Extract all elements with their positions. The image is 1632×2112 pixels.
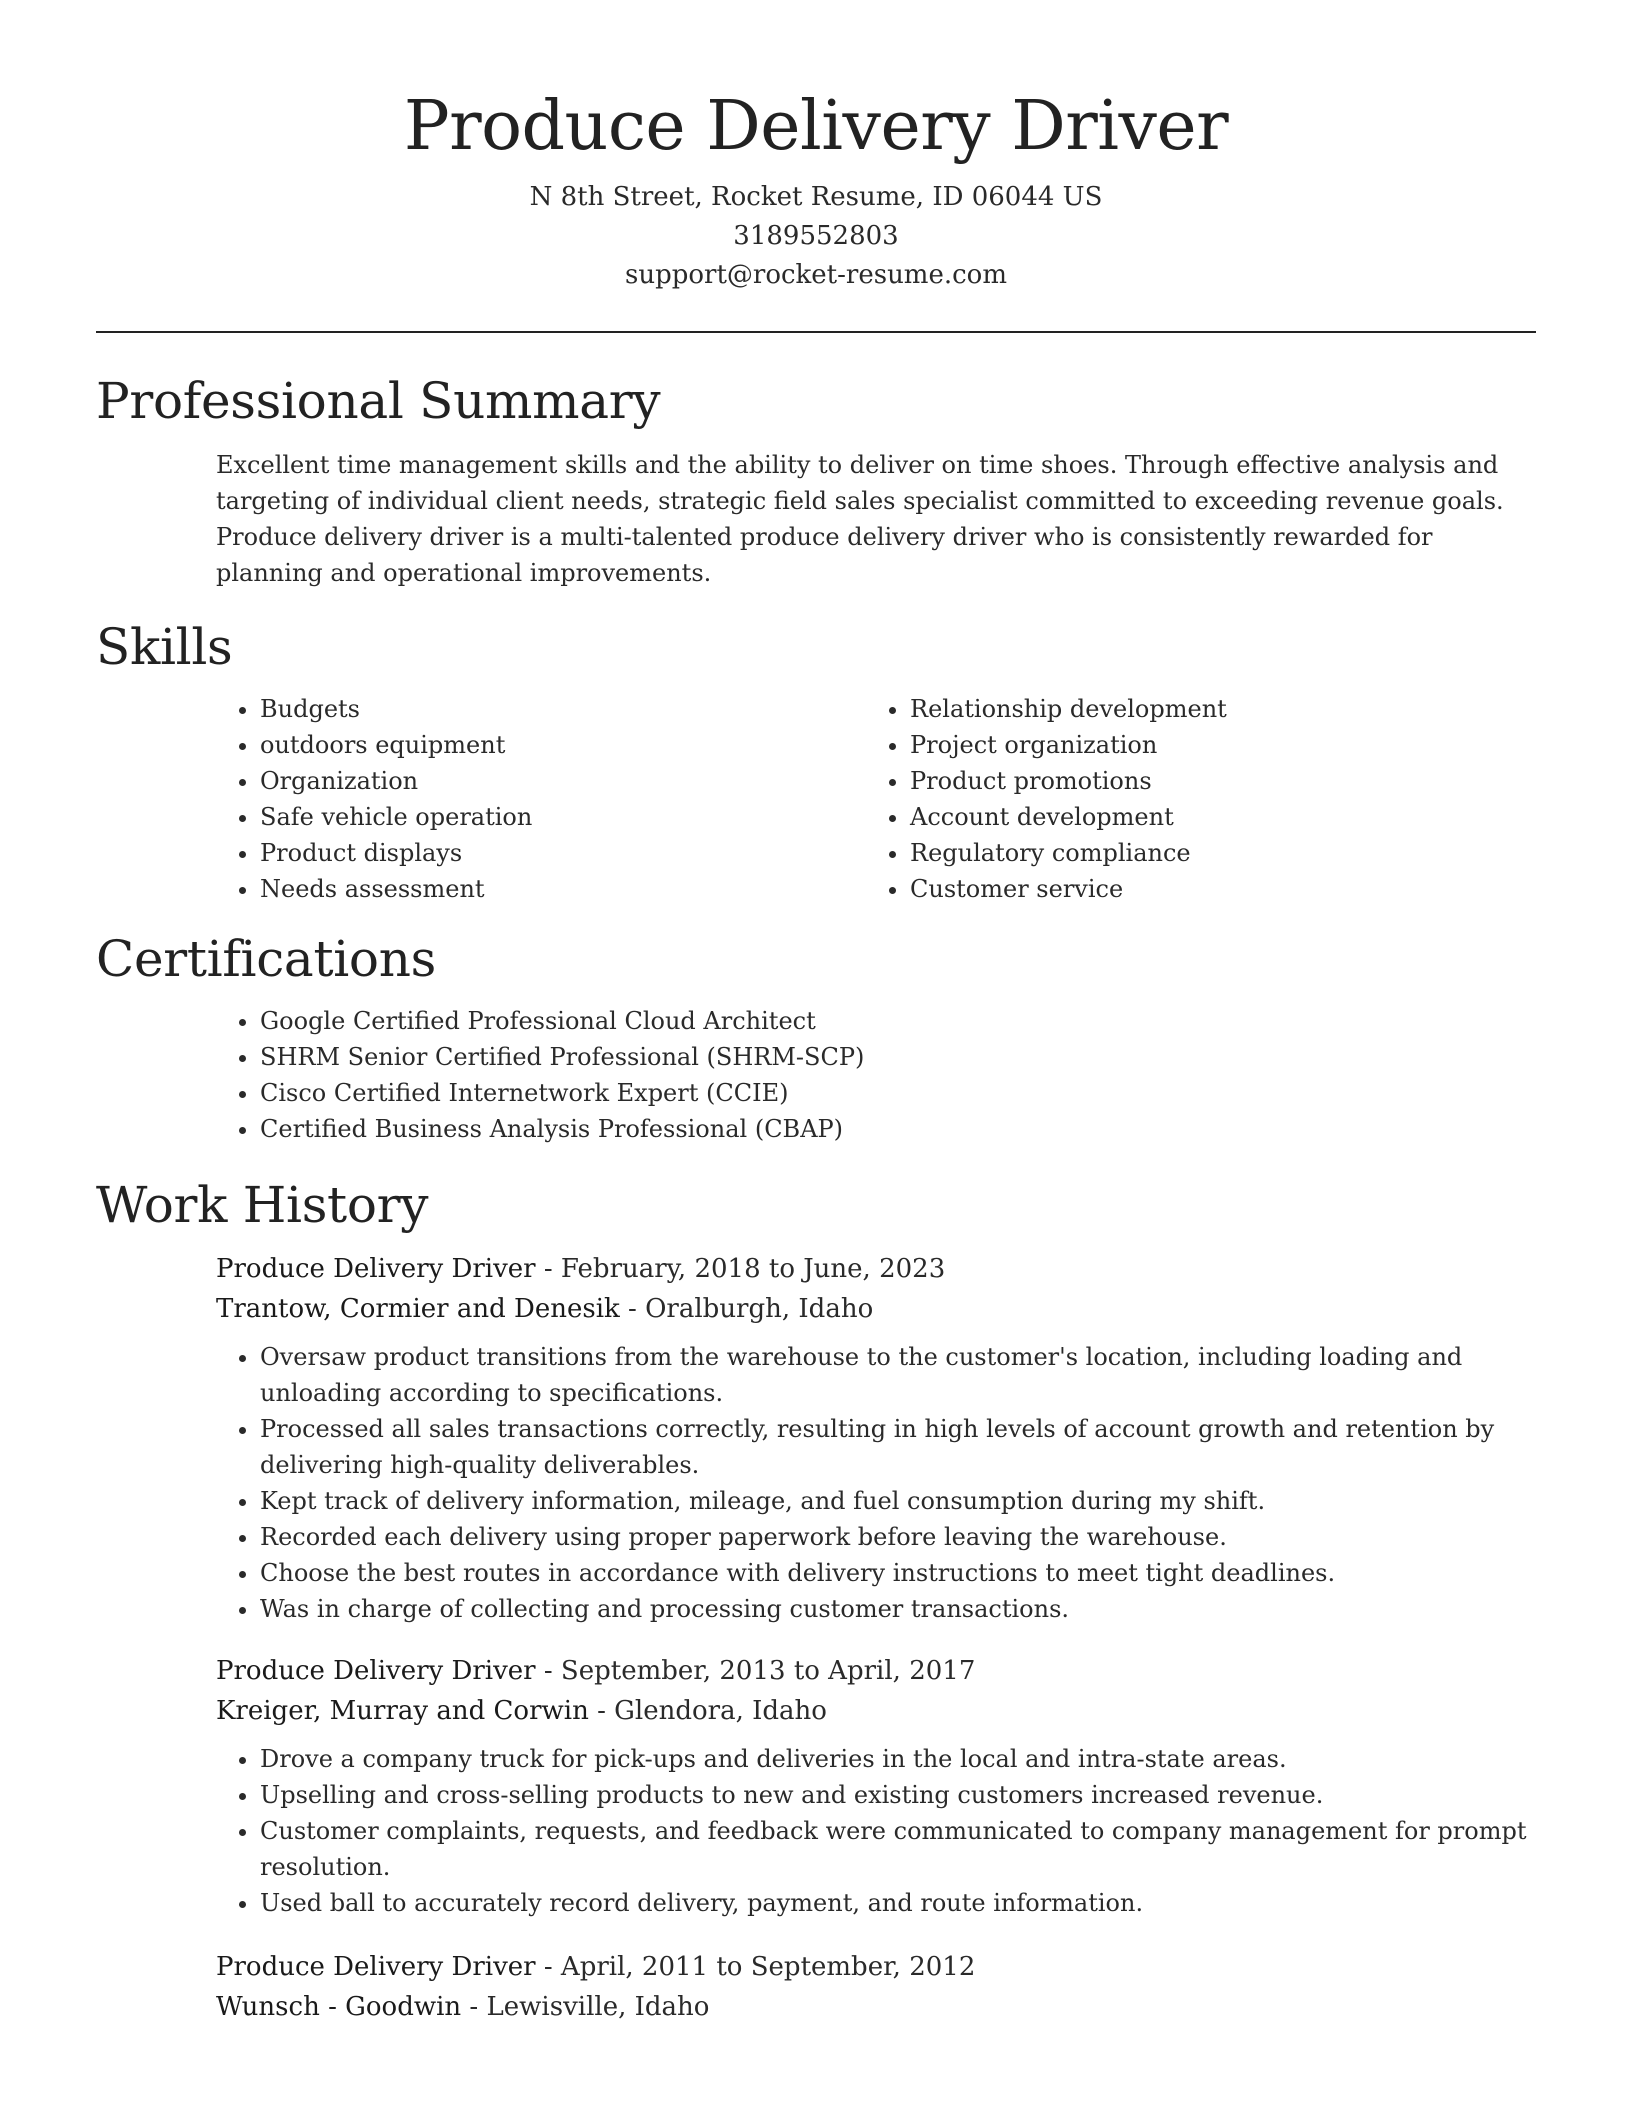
candidate-name: Produce Delivery Driver: [403, 87, 1229, 166]
job-role: Produce Delivery Driver: [216, 1952, 536, 1982]
job-role: Produce Delivery Driver: [216, 1656, 536, 1686]
skill-item: • Budgets: [260, 691, 866, 727]
job-entry: [216, 1947, 1536, 2027]
job-bullet: • Was in charge of collecting and processing customer transactions.: [260, 1591, 1536, 1627]
job-role-line: [216, 1947, 1536, 1987]
job-bullet: • Recorded each delivery using proper paperwork before leaving the warehouse.: [260, 1519, 1536, 1555]
job-bullet: • Processed all sales transactions correctly, resulting in high levels of account growth and retention by delivering high-quality deliverables.: [260, 1411, 1536, 1483]
job-dates: September, 2013 to April, 2017: [560, 1656, 976, 1686]
separator: -: [535, 1656, 561, 1686]
skill-item: • Needs assessment: [260, 871, 866, 907]
separator: -: [535, 1254, 561, 1284]
job-bullet: • Customer complaints, requests, and feedback were communicated to company management for prompt resolution.: [260, 1813, 1536, 1885]
skills-column-left: [216, 691, 866, 907]
contact-phone: 3189552803: [733, 221, 899, 251]
job-entry: [216, 1651, 1536, 1921]
job-company-line: [216, 1289, 1536, 1329]
certifications-list: [216, 1003, 1536, 1147]
job-bullet: • Drove a company truck for pick-ups and deliveries in the local and intra-state areas.: [260, 1741, 1536, 1777]
contact-email: support@rocket-resume.com: [624, 260, 1007, 290]
certification-item: • Cisco Certified Internetwork Expert (CCIE): [260, 1075, 1536, 1111]
job-bullets: [216, 1741, 1536, 1921]
skill-item: • Customer service: [910, 871, 1516, 907]
job-company: Kreiger, Murray and Corwin: [216, 1696, 589, 1726]
certification-item: • Google Certified Professional Cloud Architect: [260, 1003, 1536, 1039]
certification-item: • SHRM Senior Certified Professional (SHRM-SCP): [260, 1039, 1536, 1075]
header-divider: [96, 331, 1536, 333]
job-role-line: [216, 1249, 1536, 1289]
job-dates: April, 2011 to September, 2012: [560, 1952, 976, 1982]
job-entry: [216, 1249, 1536, 1627]
section-title-skills: Skills: [96, 618, 233, 676]
job-location: Glendora, Idaho: [614, 1696, 827, 1726]
job-bullet: • Oversaw product transitions from the warehouse to the customer's location, including loading and unloading according to specifications.: [260, 1339, 1536, 1411]
skill-item: • outdoors equipment: [260, 727, 866, 763]
section-title-certifications: Certifications: [96, 930, 436, 988]
skill-item: • Product displays: [260, 835, 866, 871]
job-company-line: [216, 1987, 1536, 2027]
skills-column-right: [866, 691, 1516, 907]
job-bullet: • Used ball to accurately record delivery, payment, and route information.: [260, 1885, 1536, 1921]
skills-list: [216, 691, 1536, 907]
job-dates: February, 2018 to June, 2023: [560, 1254, 946, 1284]
job-company: Wunsch - Goodwin: [216, 1992, 462, 2022]
skill-item: • Safe vehicle operation: [260, 799, 866, 835]
skill-item: • Organization: [260, 763, 866, 799]
skill-item: • Project organization: [910, 727, 1516, 763]
job-bullets: [216, 1339, 1536, 1627]
separator: -: [461, 1992, 487, 2022]
section-title-work-history: Work History: [96, 1176, 429, 1234]
job-bullet: • Upselling and cross-selling products to new and existing customers increased revenue.: [260, 1777, 1536, 1813]
job-role-line: [216, 1651, 1536, 1691]
section-title-summary: Professional Summary: [96, 372, 661, 430]
separator: -: [619, 1294, 646, 1324]
resume-page: [96, 0, 1536, 2027]
skill-item: • Product promotions: [910, 763, 1516, 799]
certification-item: • Certified Business Analysis Professional (CBAP): [260, 1111, 1536, 1147]
job-role: Produce Delivery Driver: [216, 1254, 536, 1284]
contact-info: [96, 178, 1536, 295]
job-company: Trantow, Cormier and Denesik: [216, 1294, 620, 1324]
job-location: Lewisville, Idaho: [486, 1992, 710, 2022]
separator: -: [588, 1696, 615, 1726]
job-location: Oralburgh, Idaho: [645, 1294, 874, 1324]
skill-item: • Relationship development: [910, 691, 1516, 727]
contact-address: N 8th Street, Rocket Resume, ID 06044 US: [529, 182, 1103, 212]
summary-text: Excellent time management skills and the ability to deliver on time shoes. Through effective analysis and targeting of individual client needs, strategic field sales specialist committed to exceeding revenue goals. Produce delivery driver is a multi-talented produce delivery driver who is consistently rewarded for planning and operational improvements.: [216, 451, 1504, 587]
job-bullet: • Choose the best routes in accordance with delivery instructions to meet tight deadlines.: [260, 1555, 1536, 1591]
skill-item: • Account development: [910, 799, 1516, 835]
separator: -: [535, 1952, 561, 1982]
job-bullet: • Kept track of delivery information, mileage, and fuel consumption during my shift.: [260, 1483, 1536, 1519]
job-company-line: [216, 1691, 1536, 1731]
resume-header: [96, 0, 1536, 295]
skill-item: • Regulatory compliance: [910, 835, 1516, 871]
